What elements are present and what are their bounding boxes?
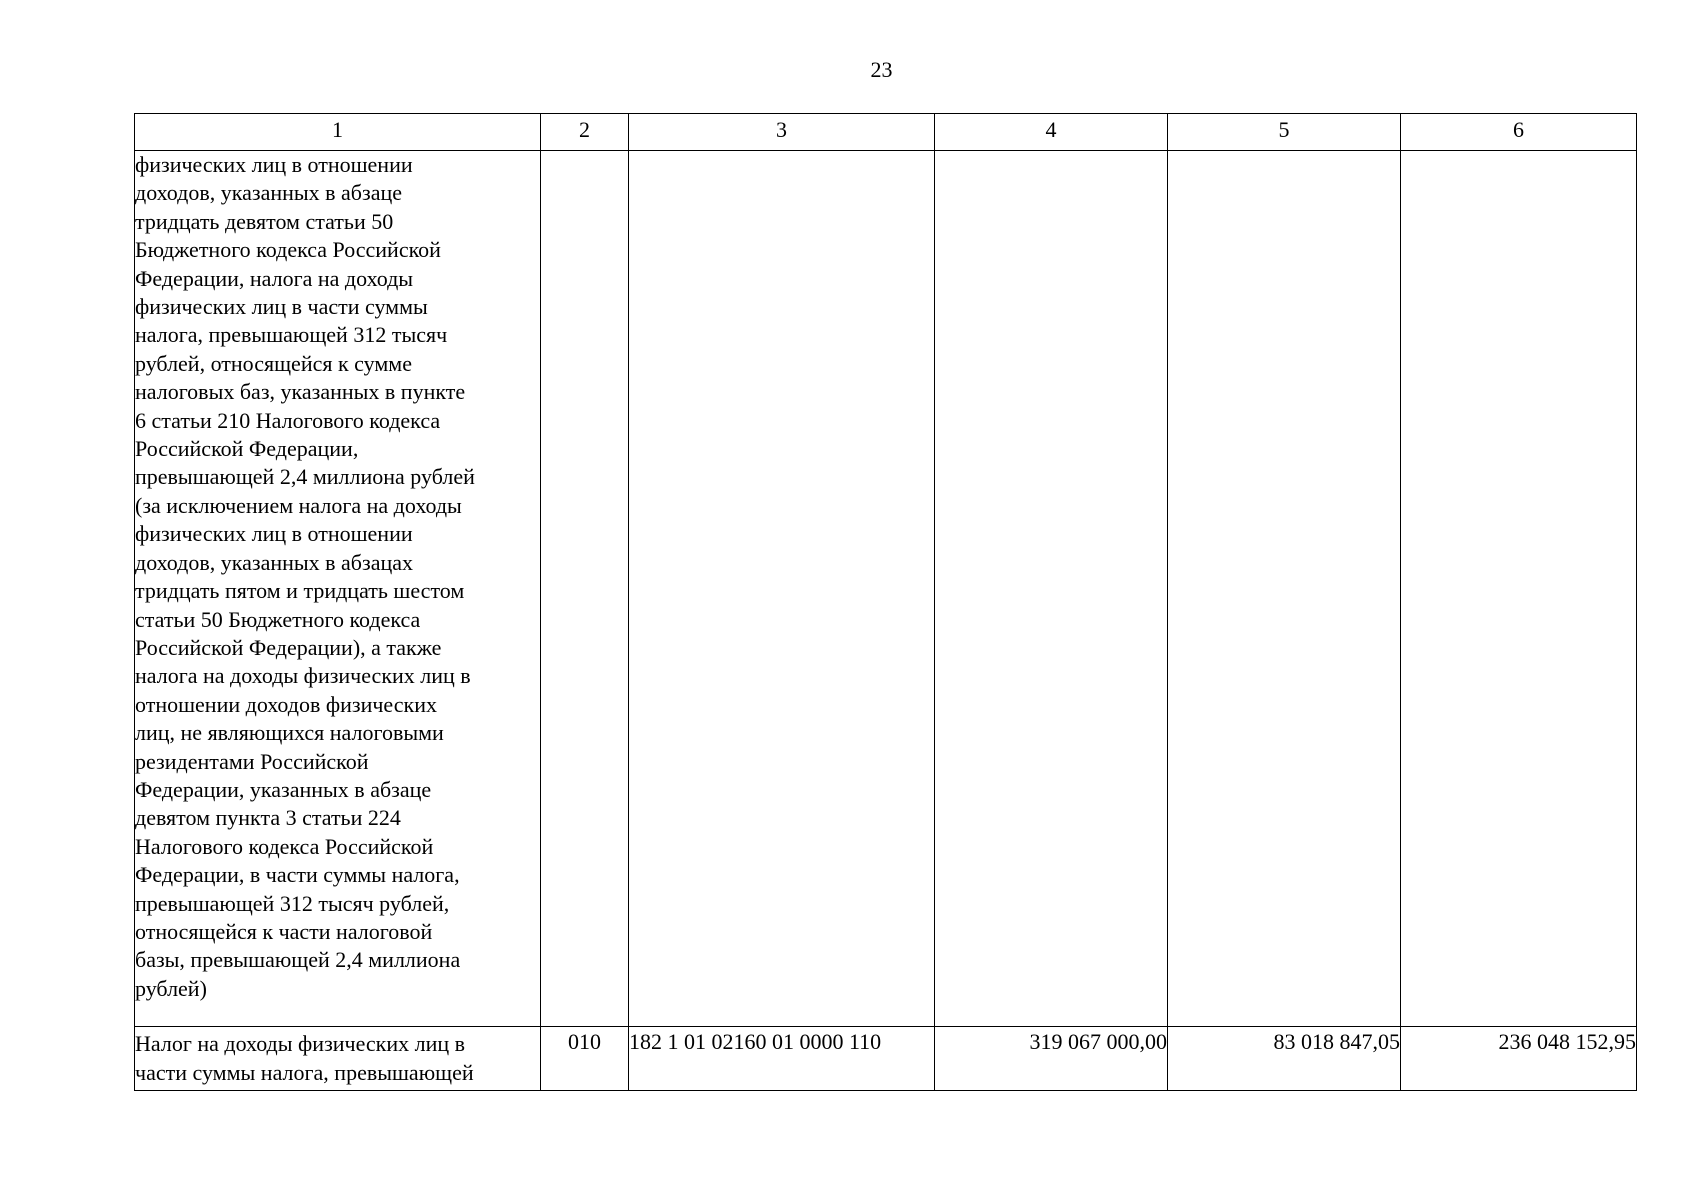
page-number: 23 <box>870 57 893 82</box>
column-header-4: 4 <box>935 114 1168 151</box>
column-number-header-row <box>135 114 1637 151</box>
row-name-cell: физических лиц в отношении доходов, указанных в абзаце тридцать девятом статьи 50 Бюджетного кодекса Российской Федерации, налога на доходы физических лиц в части суммы налога, превышающей 312 тысяч рублей, относящейся к сумме налоговых баз, указанных в пункте 6 статьи 210 Налогового кодекса Российской Федерации, превышающей 2,4 миллиона рублей (за исключением налога на доходы физических лиц в отношении доходов, указанных в абзацах тридцать пятом и тридцать шестом статьи 50 Бюджетного кодекса Российской Федерации), а также налога на доходы физических лиц в отношении доходов физических лиц, не являющихся налоговыми резидентами Российской Федерации, указанных в абзаце девятом пункта 3 статьи 224 Налогового кодекса Российской Федерации, в части суммы налога, превышающей 312 тысяч рублей, относящейся к части налоговой базы, превышающей 2,4 миллиона рублей) <box>135 151 541 1027</box>
budget-code-cell <box>629 151 935 1027</box>
column-header-6: 6 <box>1401 114 1637 151</box>
amount-cell-6 <box>1401 151 1637 1027</box>
report-table <box>134 113 1637 1091</box>
amount-cell-4 <box>935 151 1168 1027</box>
amount-cell-5 <box>1168 151 1401 1027</box>
amount-cell-6: 236 048 152,95 <box>1401 1027 1637 1091</box>
column-header-5: 5 <box>1168 114 1401 151</box>
column-header-2: 2 <box>541 114 629 151</box>
table-row <box>135 1027 1637 1091</box>
row-name-cell: Налог на доходы физических лиц в части суммы налога, превышающей <box>135 1027 541 1091</box>
table-row <box>135 151 1637 1027</box>
column-header-1: 1 <box>135 114 541 151</box>
column-header-3: 3 <box>629 114 935 151</box>
line-code-cell <box>541 151 629 1027</box>
amount-cell-4: 319 067 000,00 <box>935 1027 1168 1091</box>
amount-cell-5: 83 018 847,05 <box>1168 1027 1401 1091</box>
budget-code-cell: 182 1 01 02160 01 0000 110 <box>629 1027 935 1091</box>
line-code-cell: 010 <box>541 1027 629 1091</box>
